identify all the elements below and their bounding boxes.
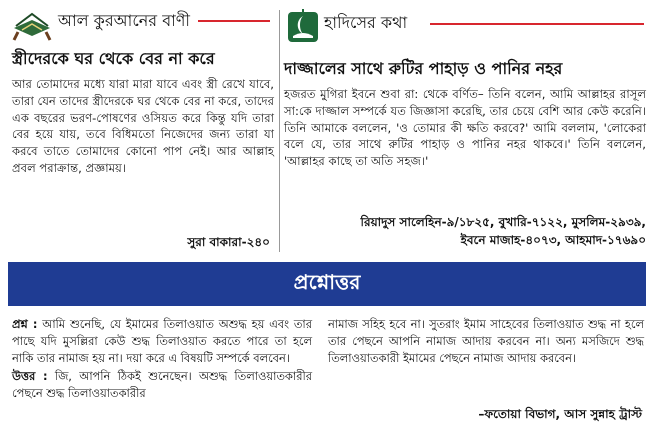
qa-right-column [328, 316, 644, 368]
hadith-section [280, 0, 654, 256]
answer-text-part1: জি, আপনি ঠিকই শুনেছেন। অশুদ্ধ তিলাওয়াতকারীর পেছনে শুদ্ধ তিলাওয়াতকারীর [12, 368, 312, 400]
quran-section [0, 0, 278, 256]
mosque-icon [288, 8, 318, 42]
answer-text-part2: নামাজ সহিহ হবে না। সুতরাং ইমাম সাহেবের তিলাওয়াত শুদ্ধ না হলে তার পেছনে আপনি নামাজ আদায় করবেন না। অন্য মসজিদে শুদ্ধ তিলাওয়াতকারী ইমামের পেছনে নামাজ আদায় করবেন। [328, 317, 644, 366]
qa-left-column [12, 316, 312, 402]
hadith-reference-line2: ইবনে মাজাহ-৪০৭৩, আহমাদ-১৭৬৯০ [460, 233, 646, 247]
question-paragraph [12, 316, 312, 368]
hadith-reference-line1: রিয়াদুস সালেহিন-৯/১৮২৫, বুখারি-৭১২২, মুসলিম-২৯৩৯, [360, 215, 646, 229]
quran-header-rule [198, 20, 270, 22]
quran-title: স্ত্রীদেরকে ঘর থেকে বের না করে [12, 49, 215, 68]
hadith-body: হজরত মুগিরা ইবনে শুবা রা: থেকে বর্ণিত– তিনি বলেন, আমি আল্লাহর রাসূল সা:কে দাজ্জাল সম্পর্কে যত জিজ্ঞাসা করেছি, তার চেয়ে বেশি আর কেউ করেনি। তিনি আমাকে বললেন, 'ও তোমার কী ক্ষতি করবে?' আমি বললাম, 'লোকেরা বলে যে, তার সাথে রুটির পাহাড় ও পানির নহর থাকবে।' তিনি বললেন, 'আল্লাহর কাছে তা অতি সহজ।' [284, 87, 646, 169]
answer-paragraph [12, 368, 312, 402]
quran-header: আল কুরআনের বাণী [58, 11, 190, 30]
qa-banner-title: প্রশ্নোত্তর [293, 269, 361, 294]
question-text: আমি শুনেছি, যে ইমামের তিলাওয়াত অশুদ্ধ হয় এবং তার পাছে যদি মুসল্লিরা কেউ শুদ্ধ তিলাওয়াত করতে পারে তা হলে নাকি তার নামাজ হয় না। দয়া করে এ বিষয়টি সম্পর্কে বলবেন। [12, 317, 312, 366]
hadith-title: দাজ্জালের সাথে রুটির পাহাড় ও পানির নহর [284, 59, 563, 78]
answer-label: উত্তর : [12, 368, 48, 383]
quran-body: আর তোমাদের মধ্যে যারা মারা যাবে এবং স্ত্রী রেখে যাবে, তারা যেন তাদের স্ত্রীদেরকে ঘর থেকে বের না করে, তাদের এক বছরের ভরণ-পোষণের ওসিয়ত করে কিন্তু যদি তারা বের হয়ে যায়, তবে বিধিমতো নিজেদের জন্য তারা যা করবে তাতে তোমাদের কোনো পাপ নেই। আর আল্লাহ প্রবল পরাক্রান্ত, প্রজ্ঞাময়। [12, 77, 275, 175]
quran-book-icon [10, 6, 54, 42]
hadith-header-rule [430, 23, 644, 25]
qa-banner [8, 262, 646, 306]
qa-signature: –ফতোয়া বিভাগ, আস সুন্নাহ ট্রাস্ট [478, 407, 642, 421]
question-label: প্রশ্ন : [12, 317, 38, 331]
quran-reference: সুরা বাকারা-২৪০ [187, 235, 270, 249]
hadith-header: হাদিসের কথা [324, 13, 408, 32]
